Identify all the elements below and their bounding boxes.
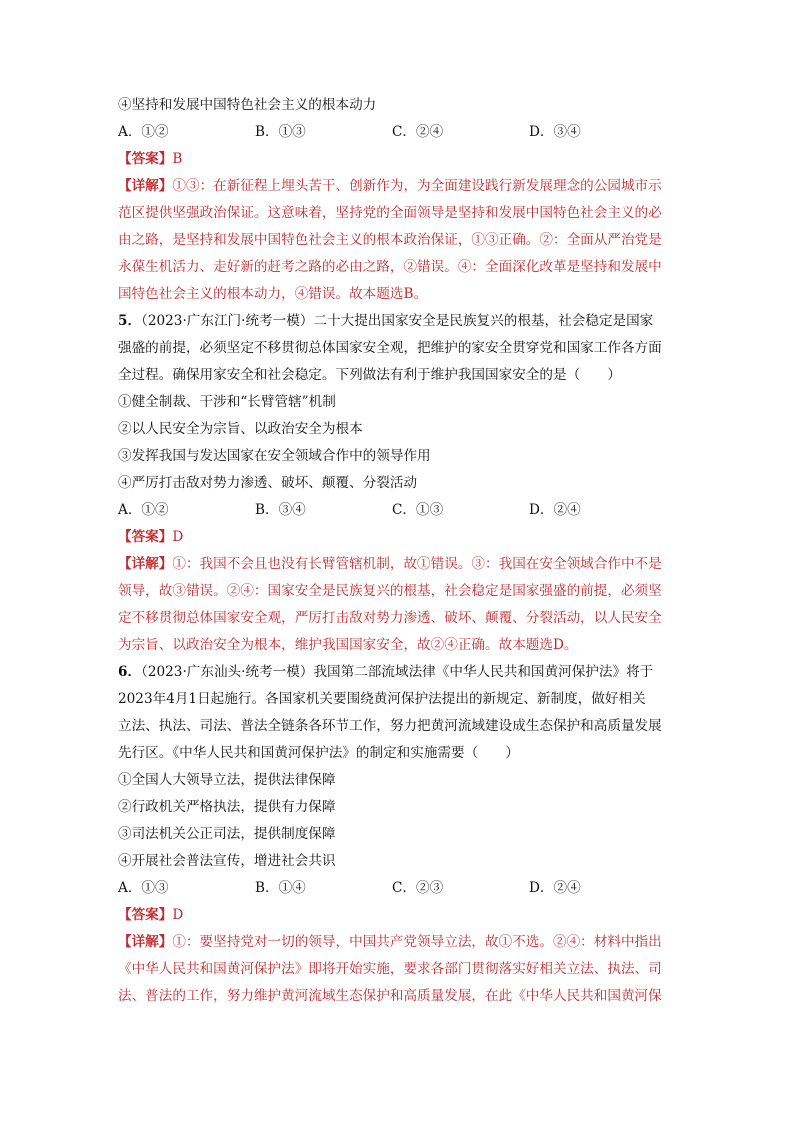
question-source: （2023·广东汕头·统考一模）	[141, 664, 314, 680]
q6-stem-line-2: 2023年4月1日起施行。各国家机关要围绕黄河保护法提出的新规定、新制度，做好相关	[118, 691, 646, 707]
detail-text: ①：要坚持党对一切的领导，中国共产党领导立法，故①不选。②④：材料中指出	[172, 934, 662, 950]
q5-stem-line-2: 强盛的前提，必须坚定不移贯彻总体国家安全观，把维护的家安全贯穿党和国家工作各方面	[118, 340, 662, 356]
q4-option-b: B．①③	[255, 124, 306, 140]
q6-stem-line-1	[118, 659, 680, 686]
q5-detail-line-1	[118, 551, 680, 578]
q5-item-1: ①健全制裁、干涉和“长臂管辖”机制	[118, 394, 336, 410]
q6-option-a: A．①③	[118, 880, 169, 896]
q4-answer	[118, 146, 680, 173]
q5-item-3: ③发挥我国与发达国家在安全领域合作中的领导作用	[118, 448, 431, 464]
q5-option-a: A．①②	[118, 502, 169, 518]
q4-options	[118, 119, 680, 146]
q5-option-b: B．③④	[255, 502, 306, 518]
q5-answer	[118, 524, 680, 551]
q6-option-b: B．①④	[255, 880, 306, 896]
q6-item-2: ②行政机关严格执法，提供有力保障	[118, 799, 336, 815]
answer-value: B	[172, 151, 183, 167]
q4-option-a: A．①②	[118, 124, 169, 140]
q4-detail-line-3: 由之路，是坚持和发展中国特色社会主义的根本政治保证，①③正确。②：全面从严治党是	[118, 232, 662, 248]
q5-option-d: D．②④	[529, 502, 581, 518]
stem-text: 二十大提出国家安全是民族复兴的根基，社会稳定是国家	[313, 313, 654, 329]
answer-value: D	[172, 529, 184, 545]
document-page	[118, 92, 680, 1010]
q5-detail-line-3: 定不移贯彻总体国家安全观，严厉打击敌对势力渗透、破坏、颠覆、分裂活动，以人民安全	[118, 610, 662, 626]
q6-detail-line-3: 法、普法的工作，努力维护黄河流域生态保护和高质量发展，在此《中华人民共和国黄河保	[118, 988, 662, 1004]
answer-tag: 【答案】	[118, 151, 173, 167]
q5-detail-line-2: 领导，故③错误。②④：国家安全是民族复兴的根基，社会稳定是国家强盛的前提，必须坚	[118, 583, 662, 599]
detail-text: ：在新征程上埋头苦干、创新作为，为全面建设践行新发展理念的公园城市示	[199, 178, 662, 194]
q6-option-c: C．②③	[392, 880, 444, 896]
question-number: 6．	[118, 664, 142, 680]
answer-value: D	[172, 907, 184, 923]
answer-tag: 【答案】	[118, 907, 173, 923]
question-number: 5．	[118, 313, 142, 329]
q5-item-4: ④严厉打击敌对势力渗透、破坏、颠覆、分裂活动	[118, 475, 418, 491]
stem-text: 我国第二部流域法律《中华人民共和国黄河保护法》将于	[313, 664, 654, 680]
detail-tag: 【详解】	[118, 934, 173, 950]
q4-detail-line-5: 国特色社会主义的根本动力，④错误。故本题选B。	[118, 286, 428, 302]
q5-detail-line-4: 为宗旨、以政治安全为根本，维护我国国家安全，故②④正确。故本题选D。	[118, 637, 578, 653]
q5-stem-line-3: 全过程。确保用家安全和社会稳定。下列做法有利于维护我国国家安全的是（ ）	[118, 367, 621, 383]
detail-tag: 【详解】	[118, 178, 173, 194]
q4-option-d: D．③④	[529, 124, 581, 140]
detail-tag: 【详解】	[118, 556, 173, 572]
q6-answer	[118, 902, 680, 929]
q5-stem-line-1	[118, 308, 680, 335]
q6-item-4: ④开展社会普法宣传，增进社会共识	[118, 853, 336, 869]
q4-detail-line-2: 范区提供坚强政治保证。这意味着，坚持党的全面领导是坚持和发展中国特色社会主义的必	[118, 205, 662, 221]
answer-tag: 【答案】	[118, 529, 173, 545]
q6-option-d: D．②④	[529, 880, 581, 896]
q5-options	[118, 497, 680, 524]
detail-text: ①：我国不会且也没有长臂管辖机制，故①错误。③：我国在安全领域合作中不是	[172, 556, 662, 572]
detail-text: ①③	[172, 178, 200, 194]
q4-item-4: ④坚持和发展中国特色社会主义的根本动力	[118, 97, 377, 113]
question-source: （2023·广东江门·统考一模）	[141, 313, 314, 329]
q6-item-1: ①全国人大领导立法，提供法律保障	[118, 772, 336, 788]
q6-stem-line-3: 立法、执法、司法、普法全链条各环节工作，努力把黄河流域建设成生态保护和高质量发展	[118, 718, 662, 734]
q5-option-c: C．①③	[392, 502, 444, 518]
q6-detail-line-2: 《中华人民共和国黄河保护法》即将开始实施，要求各部门贯彻落实好相关立法、执法、司	[118, 961, 662, 977]
q6-stem-line-4: 先行区。《中华人民共和国黄河保护法》的制定和实施需要（ ）	[118, 745, 520, 761]
q6-detail-line-1	[118, 929, 680, 956]
q4-option-c: C．②④	[392, 124, 444, 140]
q4-detail-line-4: 永葆生机活力、走好新的赶考之路的必由之路，②错误。④：全面深化改革是坚持和发展中	[118, 259, 662, 275]
q6-options	[118, 875, 680, 902]
q6-item-3: ③司法机关公正司法，提供制度保障	[118, 826, 336, 842]
q5-item-2: ②以人民安全为宗旨、以政治安全为根本	[118, 421, 363, 437]
q4-detail-line-1	[118, 173, 680, 200]
